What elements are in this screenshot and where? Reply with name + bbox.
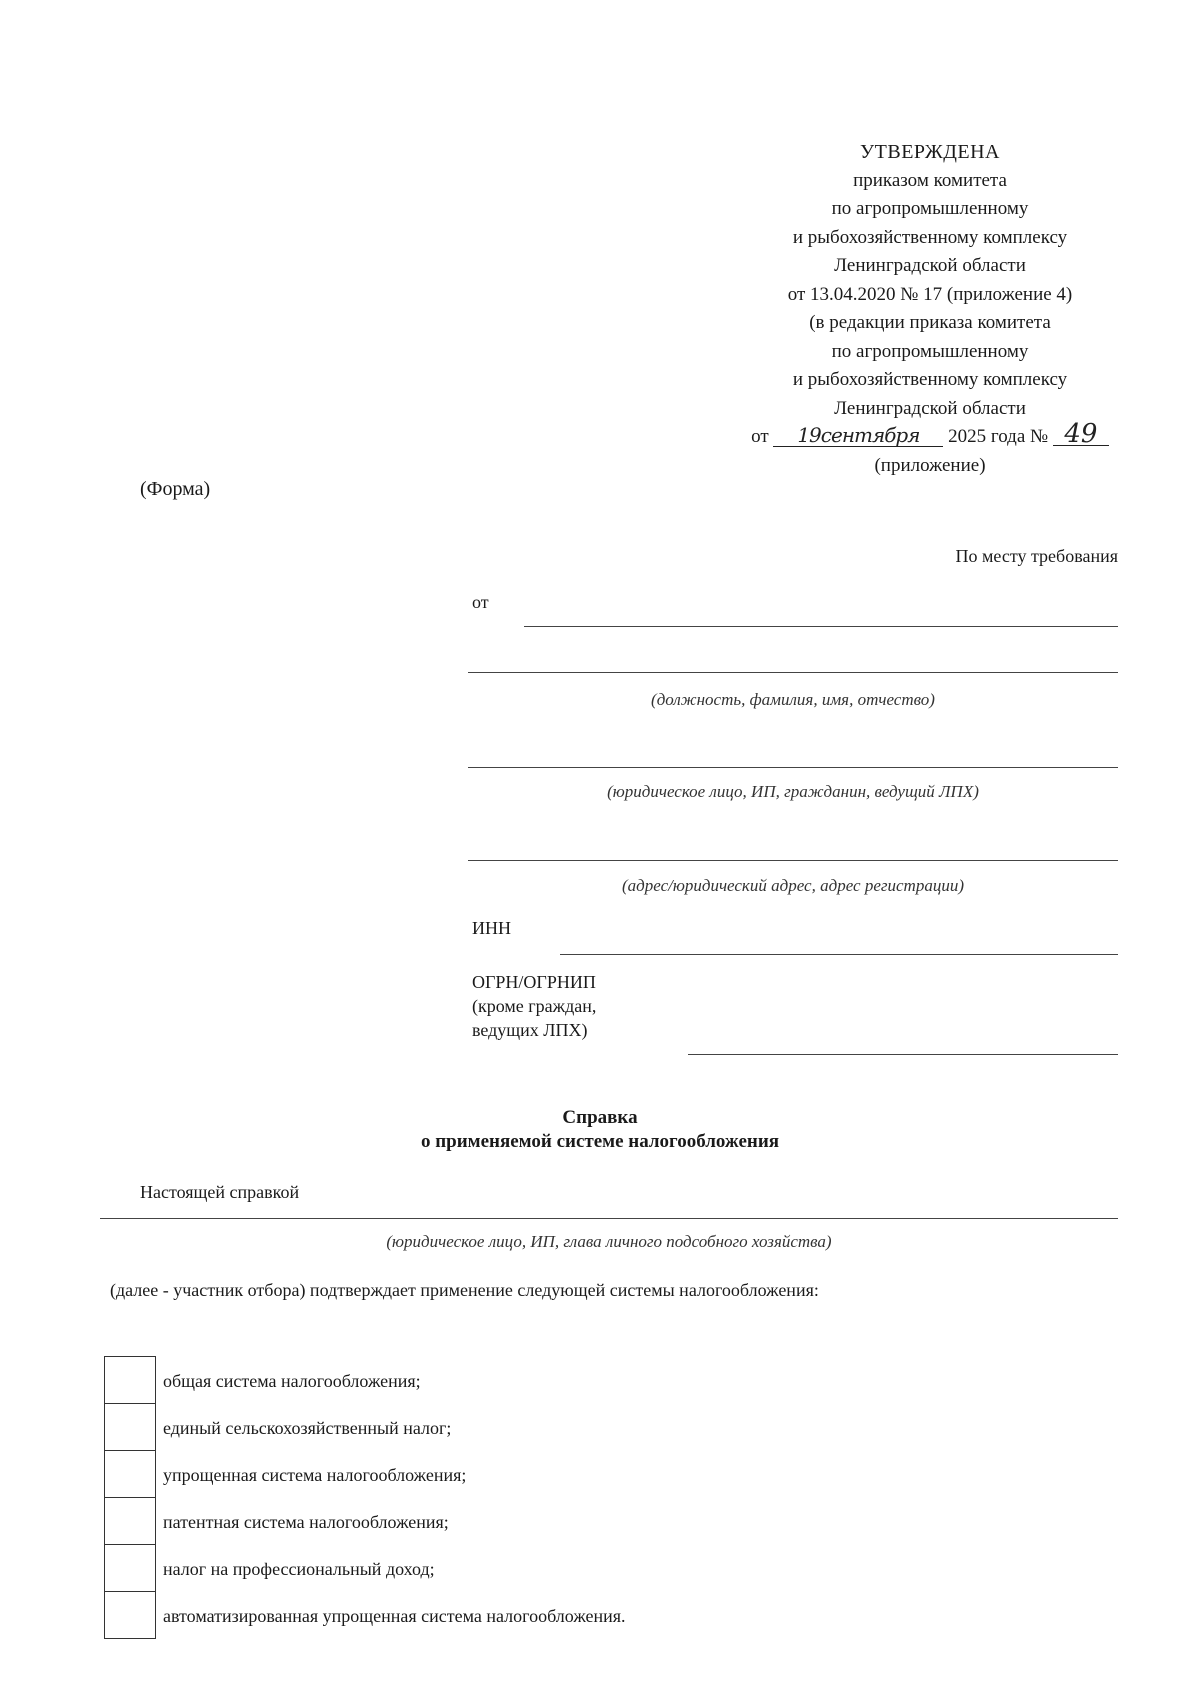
address-field-line[interactable] [468, 860, 1118, 861]
approval-line: (в редакции приказа комитета [809, 312, 1051, 333]
approval-line: Ленинградской области [834, 255, 1026, 276]
ogrn-label-line: ведущих ЛПХ) [472, 1020, 588, 1040]
address-caption: (адрес/юридический адрес, адрес регистрации) [622, 876, 964, 895]
handwritten-date: 19сентября [773, 424, 943, 447]
document-subtitle: о применяемой системе налогообложения [420, 1131, 780, 1152]
approval-line: по агропромышленному [831, 340, 1029, 362]
handwritten-number: 49 [1053, 423, 1109, 446]
approval-date-line [740, 419, 1120, 452]
ogrn-field-line[interactable] [688, 1054, 1118, 1055]
approval-line: и рыбохозяйственному комплексу [792, 226, 1068, 248]
from-label: от [472, 592, 489, 612]
entity-caption: (юридическое лицо, ИП, гражданин, ведущий ЛПХ) [607, 782, 979, 801]
approval-stamp-block [740, 138, 1120, 480]
inn-field-line[interactable] [560, 954, 1118, 955]
approval-appendix: (приложение) [874, 454, 986, 476]
option-patent-tax-label: патентная система налогообложения; [163, 1512, 449, 1532]
tax-option-checkboxes [104, 1356, 156, 1639]
approval-line: от 13.04.2020 № 17 (приложение 4) [787, 283, 1073, 305]
approval-line: и рыбохозяйственному комплексу [792, 369, 1068, 390]
inn-label: ИНН [472, 918, 511, 938]
name-caption: (должность, фамилия, имя, отчество) [651, 690, 935, 709]
option-general-tax-label: общая система налогообложения; [163, 1371, 421, 1391]
name-field-line[interactable] [524, 626, 1118, 627]
checkbox-simplified-tax[interactable] [105, 1450, 155, 1497]
checkbox-patent-tax[interactable] [105, 1497, 155, 1544]
ogrn-label-line: ОГРН/ОГРНИП [472, 972, 596, 992]
entity-name-caption: (юридическое лицо, ИП, глава личного подсобного хозяйства) [386, 1232, 832, 1251]
date-prefix: от [751, 426, 769, 447]
entity-field-line[interactable] [468, 767, 1118, 768]
checkbox-general-tax[interactable] [105, 1356, 155, 1403]
approval-line: Ленинградской области [834, 397, 1026, 419]
checkbox-professional-income-tax[interactable] [105, 1544, 155, 1591]
checkbox-unified-agricultural-tax[interactable] [105, 1403, 155, 1450]
option-automated-simplified-tax-label: автоматизированная упрощенная система налогообложения. [163, 1606, 626, 1626]
confirm-text: (далее - участник отбора) подтверждает применение следующей системы налогообложения: [110, 1280, 819, 1300]
entity-name-line[interactable] [100, 1218, 1118, 1219]
document-title [0, 1106, 1200, 1154]
requirement-text: По месту требования [955, 546, 1118, 566]
approval-line: по агропромышленному [831, 198, 1029, 219]
approval-line: приказом комитета [853, 169, 1007, 191]
option-simplified-tax-label: упрощенная система налогообложения; [163, 1465, 467, 1485]
name-field-line-2[interactable] [468, 672, 1118, 673]
intro-text: Настоящей справкой [140, 1182, 300, 1202]
document-title-line: Справка [562, 1107, 638, 1128]
option-unified-agricultural-tax-label: единый сельскохозяйственный налог; [163, 1418, 452, 1438]
ogrn-label-line: (кроме граждан, [472, 996, 597, 1016]
option-professional-income-tax-label: налог на профессиональный доход; [163, 1559, 435, 1579]
approval-title: УТВЕРЖДЕНА [859, 141, 1001, 163]
checkbox-automated-simplified-tax[interactable] [105, 1591, 155, 1638]
ogrn-label [472, 970, 596, 1042]
year-text: 2025 года № [948, 426, 1049, 447]
form-label: (Форма) [140, 478, 211, 500]
